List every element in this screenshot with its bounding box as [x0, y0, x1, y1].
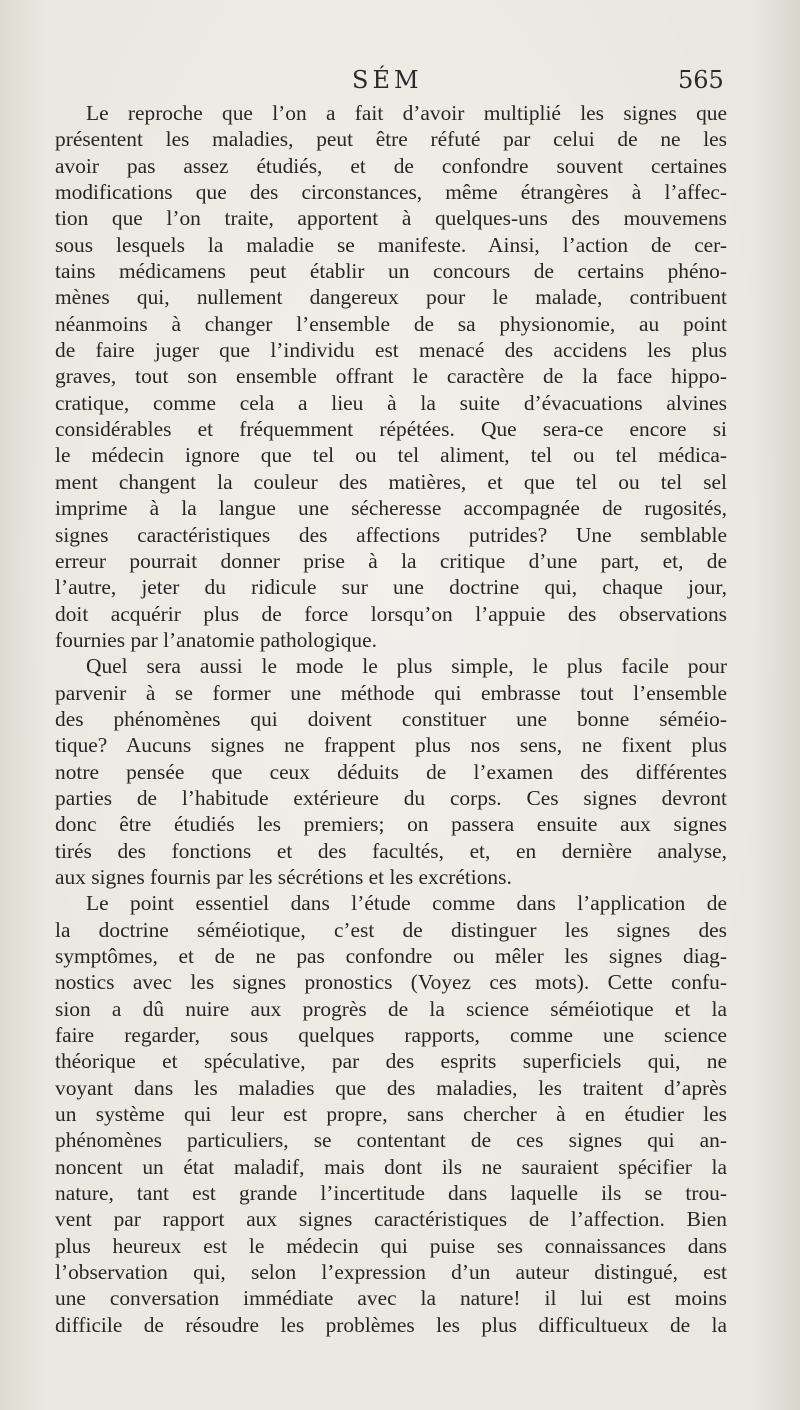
- text-line: parvenir à se former une méthode qui embrasse tout l’ensemble: [55, 680, 727, 705]
- text-line: erreur pourrait donner prise à la critique d’une part, et, de: [55, 548, 727, 573]
- text-line: un système qui leur est propre, sans chercher à en étudier les: [55, 1102, 727, 1127]
- text-line: tique? Aucuns signes ne frappent plus nos sens, ne fixent plus: [55, 733, 727, 758]
- text-line: voyant dans les maladies que des maladies, les traitent d’après: [55, 1075, 727, 1100]
- text-line: avoir pas assez étudiés, et de confondre souvent certaines: [55, 153, 727, 178]
- text-line: Le point essentiel dans l’étude comme dans l’application de: [86, 891, 727, 916]
- text-line: parties de l’habitude extérieure du corps. Ces signes devront: [55, 785, 727, 810]
- text-line: nature, tant est grande l’incertitude dans laquelle ils se trou-: [55, 1181, 727, 1206]
- paragraph: [55, 100, 727, 653]
- text-line: tion que l’on traite, apportent à quelques-uns des mouvemens: [55, 206, 727, 231]
- text-line: mènes qui, nullement dangereux pour le malade, contribuent: [55, 285, 727, 310]
- text-line: tirés des fonctions et des facultés, et, en dernière analyse,: [55, 838, 727, 863]
- paragraph: [55, 890, 727, 1338]
- text-line: donc être étudiés les premiers; on passera ensuite aux signes: [55, 812, 727, 837]
- body-text: [55, 100, 727, 1338]
- text-line: noncent un état maladif, mais dont ils ne sauraient spécifier la: [55, 1154, 727, 1179]
- running-head: [0, 66, 800, 100]
- text-line: Quel sera aussi le mode le plus simple, le plus facile pour: [86, 654, 727, 679]
- text-line: le médecin ignore que tel ou tel aliment, tel ou tel médica-: [55, 443, 727, 468]
- text-line: l’autre, jeter du ridicule sur une doctrine qui, chaque jour,: [55, 575, 727, 600]
- text-line: des phénomènes qui doivent constituer une bonne séméio-: [55, 706, 727, 731]
- running-head-title: SÉM: [352, 66, 423, 94]
- text-line: modifications que des circonstances, même étrangères à l’affec-: [55, 180, 727, 205]
- text-line: graves, tout son ensemble offrant le caractère de la face hippo-: [55, 364, 727, 389]
- text-line: la doctrine séméiotique, c’est de distinguer les signes des: [55, 917, 727, 942]
- text-line: plus heureux est le médecin qui puise ses connaissances dans: [55, 1233, 727, 1258]
- text-line: difficile de résoudre les problèmes les plus difficultueux de la: [55, 1312, 727, 1337]
- text-line: fournies par l’anatomie pathologique.: [55, 627, 377, 652]
- text-line: théorique et spéculative, par des esprits superficiels qui, ne: [55, 1049, 727, 1074]
- text-line: nostics avec les signes pronostics (Voyez ces mots). Cette confu-: [55, 970, 727, 995]
- text-line: sous lesquels la maladie se manifeste. Ainsi, l’action de cer-: [55, 232, 727, 257]
- text-line: de faire juger que l’individu est menacé des accidens les plus: [55, 338, 727, 363]
- text-line: ment changent la couleur des matières, et que tel ou tel sel: [55, 469, 727, 494]
- text-line: néanmoins à changer l’ensemble de sa physionomie, au point: [55, 311, 727, 336]
- text-line: sion a dû nuire aux progrès de la science séméiotique et la: [55, 996, 727, 1021]
- text-line: Le reproche que l’on a fait d’avoir multiplié les signes que: [86, 101, 727, 125]
- text-line: considérables et fréquemment répétées. Que sera-ce encore si: [55, 417, 727, 442]
- text-line: faire regarder, sous quelques rapports, comme une science: [55, 1023, 727, 1048]
- page-number: 565: [678, 66, 724, 94]
- paragraph: [55, 653, 727, 890]
- text-line: cratique, comme cela a lieu à la suite d’évacuations alvines: [55, 390, 727, 415]
- text-line: phénomènes particuliers, se contentant de ces signes qui an-: [55, 1128, 727, 1153]
- text-line: présentent les maladies, peut être réfuté par celui de ne les: [55, 127, 727, 152]
- text-line: aux signes fournis par les sécrétions et les excrétions.: [55, 864, 512, 889]
- text-line: signes caractéristiques des affections putrides? Une semblable: [55, 522, 727, 547]
- text-line: imprime à la langue une sécheresse accompagnée de rugosités,: [55, 496, 727, 521]
- text-line: doit acquérir plus de force lorsqu’on l’appuie des observations: [55, 601, 727, 626]
- text-line: symptômes, et de ne pas confondre ou mêler les signes diag-: [55, 944, 727, 968]
- text-line: l’observation qui, selon l’expression d’un auteur distingué, est: [55, 1260, 727, 1285]
- text-line: une conversation immédiate avec la nature! il lui est moins: [55, 1286, 727, 1311]
- text-line: vent par rapport aux signes caractéristiques de l’affection. Bien: [55, 1207, 727, 1232]
- text-line: notre pensée que ceux déduits de l’examen des différentes: [55, 759, 727, 784]
- text-line: tains médicamens peut établir un concours de certains phéno-: [55, 259, 727, 284]
